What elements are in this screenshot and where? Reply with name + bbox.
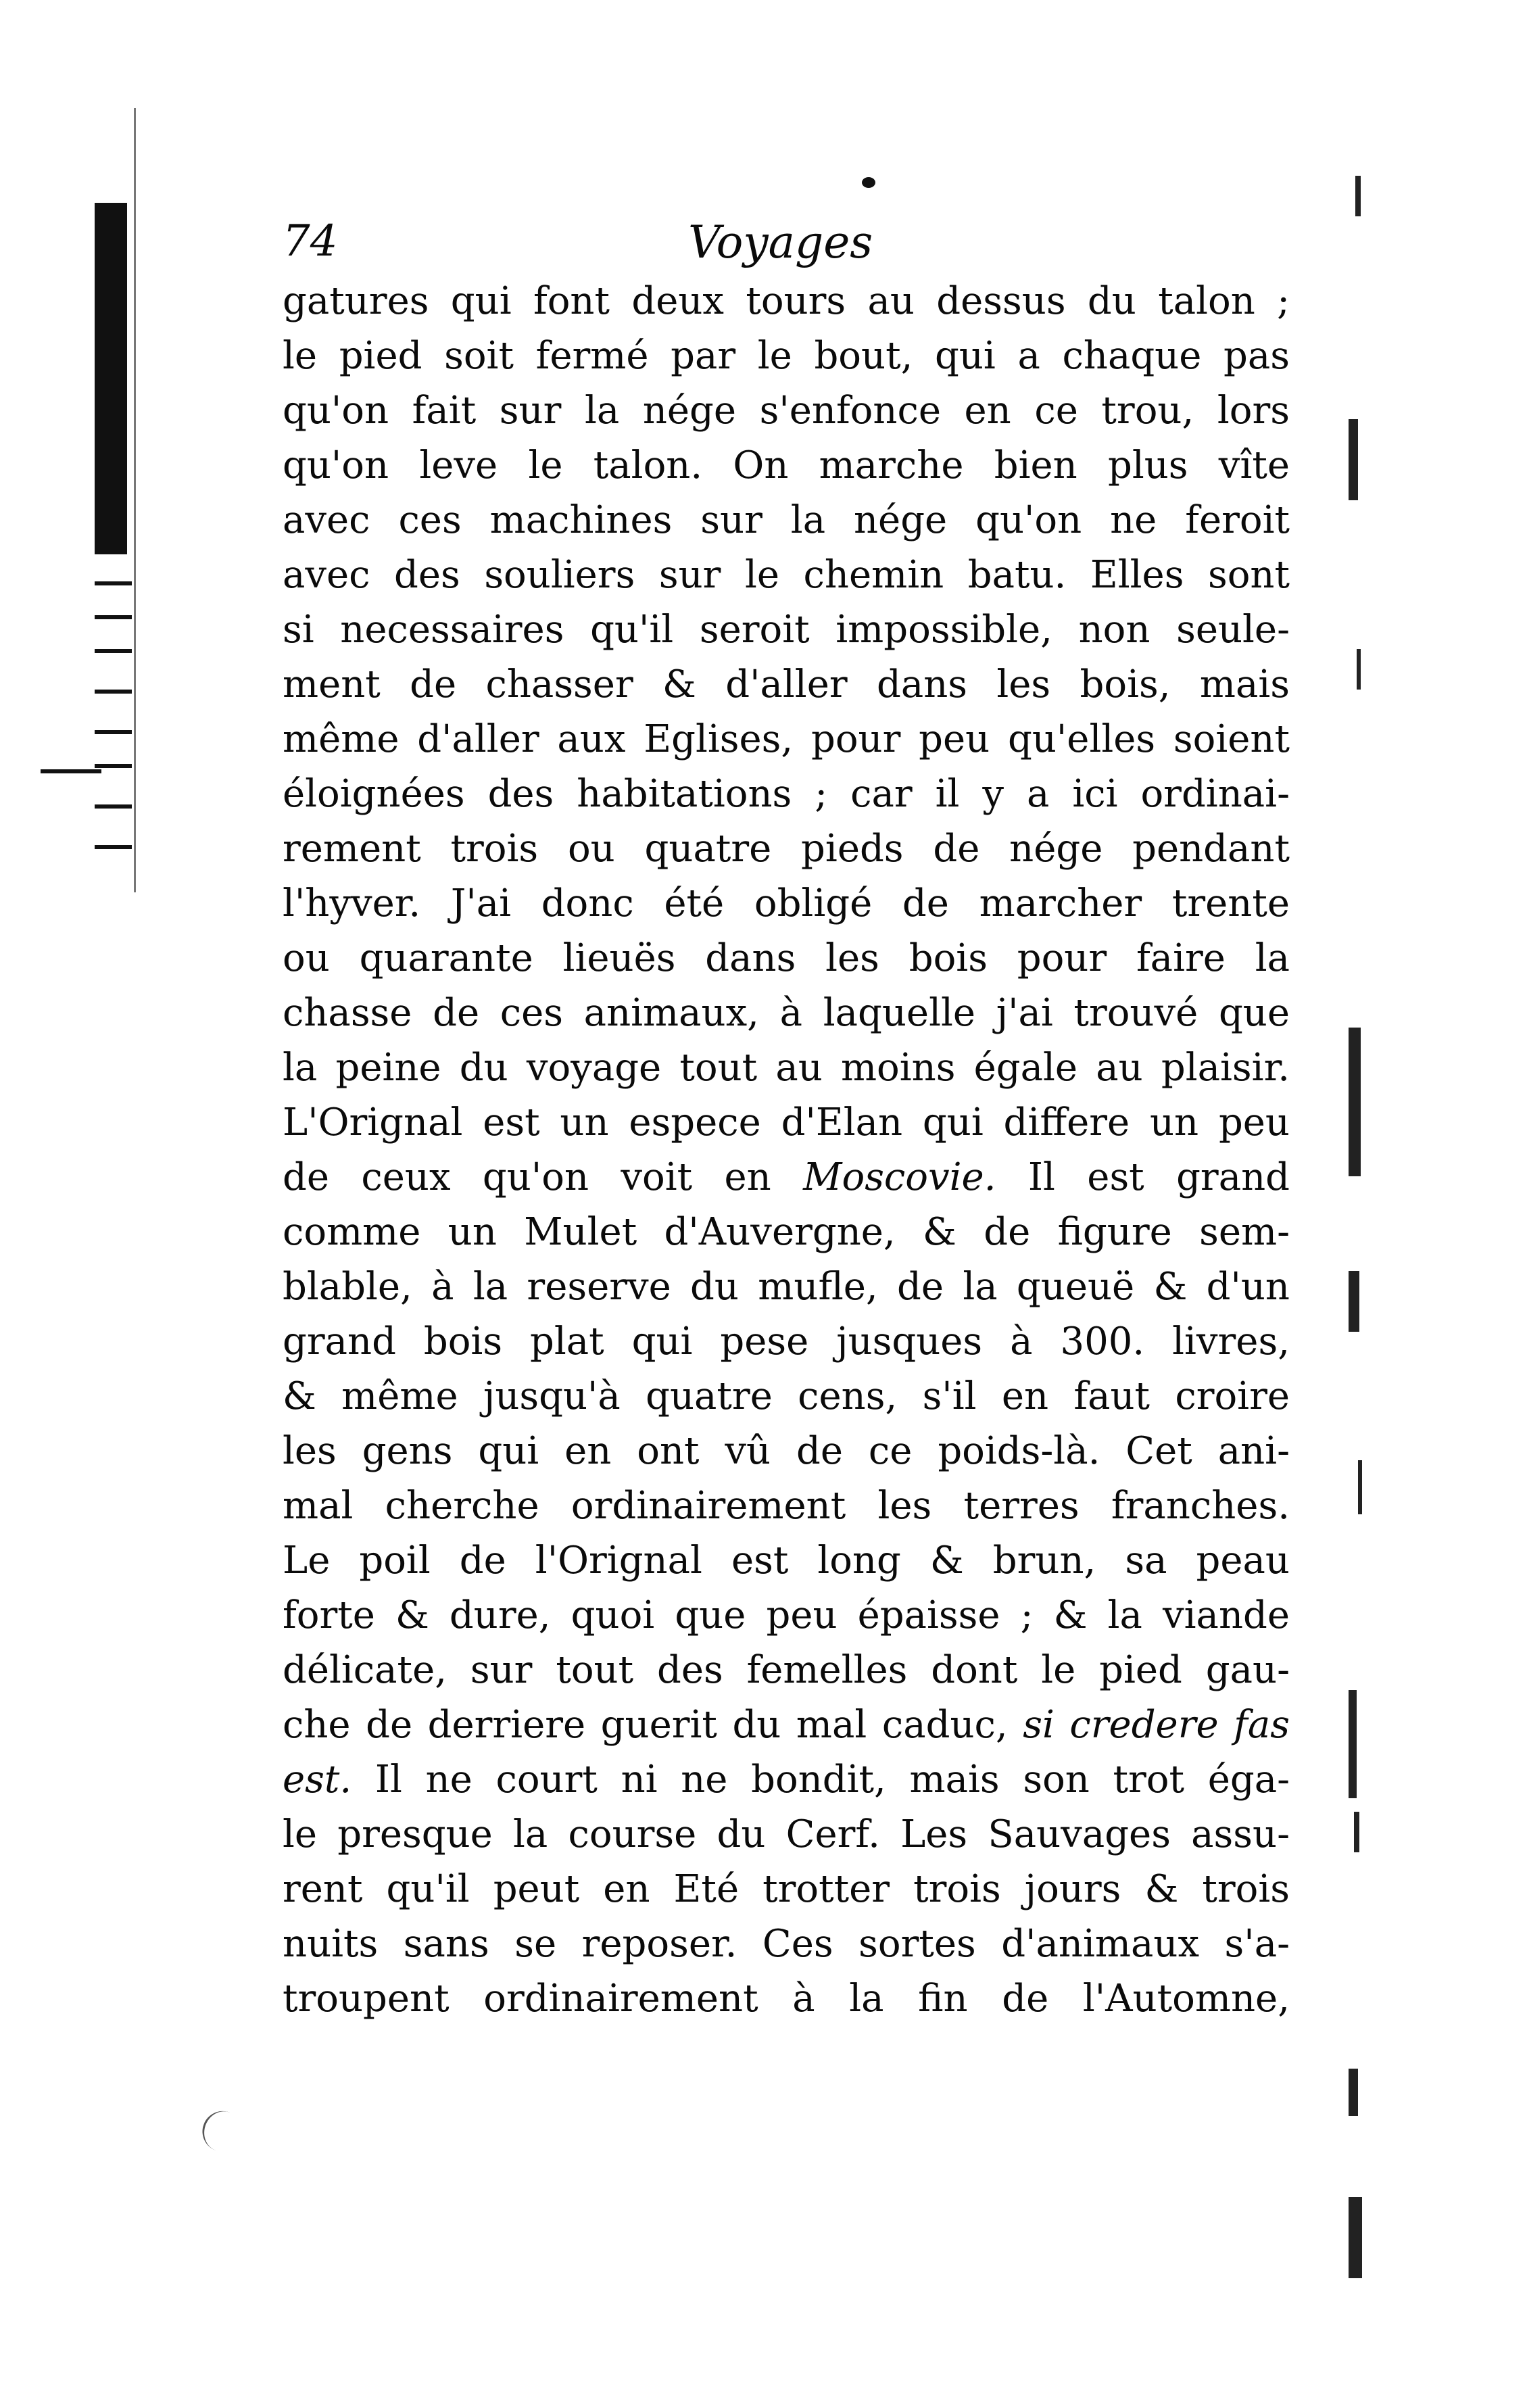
text-segment: rement trois ou quatre pieds de nége pendant: [283, 827, 1290, 871]
text-segment: le presque la course du Cerf. Les Sauvages assu-: [283, 1812, 1290, 1856]
text-segment: grand bois plat qui pese jusques à 300. livres,: [283, 1320, 1290, 1364]
text-segment: forte & dure, quoi que peu épaisse ; & la viande: [283, 1593, 1290, 1637]
text-line: [283, 931, 1290, 986]
page-number: 74: [283, 216, 338, 266]
text-segment: troupent ordinairement à la fin de l'Automne,: [283, 1977, 1290, 2021]
text-segment: avec des souliers sur le chemin batu. Elles sont: [283, 553, 1290, 597]
text-segment: rent qu'il peut en Eté trotter trois jours & trois: [283, 1867, 1290, 1911]
text-segment: même d'aller aux Eglises, pour peu qu'elles soient: [283, 717, 1290, 761]
text-line: [283, 1643, 1290, 1697]
text-segment: ment de chasser & d'aller dans les bois, mais: [283, 663, 1290, 706]
text-segment: chasse de ces animaux, à laquelle j'ai trouvé que: [283, 991, 1290, 1035]
text-segment: Le poil de l'Orignal est long & brun, sa peau: [283, 1539, 1290, 1583]
text-segment: le pied soit fermé par le bout, qui a chaque pas: [283, 334, 1290, 378]
text-segment: qu'on fait sur la nége s'enfonce en ce trou, lors: [283, 389, 1290, 433]
text-segment: Il ne court ni ne bondit, mais son trot éga-: [352, 1758, 1290, 1802]
text-line: [283, 438, 1290, 493]
left-margin-scan-artifact: [95, 203, 132, 865]
text-line: [283, 1369, 1290, 1424]
text-segment: Il est grand: [996, 1155, 1290, 1199]
text-line: [283, 1807, 1290, 1862]
text-segment: l'hyver. J'ai donc été obligé de marcher trente: [283, 882, 1290, 925]
text-line: [283, 383, 1290, 438]
left-binding-edge: [134, 108, 136, 892]
text-line: [283, 493, 1290, 548]
italic-text-segment: Moscovie.: [803, 1155, 996, 1199]
italic-text-segment: si credere fas: [1023, 1703, 1290, 1747]
text-line: [283, 602, 1290, 657]
text-segment: & même jusqu'à quatre cens, s'il en faut croire: [283, 1374, 1290, 1418]
text-line: [283, 1588, 1290, 1643]
text-line: [283, 1259, 1290, 1314]
text-line: [283, 712, 1290, 767]
text-segment: avec ces machines sur la nége qu'on ne feroit: [283, 498, 1290, 542]
text-segment: la peine du voyage tout au moins égale au plaisir.: [283, 1046, 1290, 1090]
text-segment: les gens qui en ont vû de ce poids-là. Cet ani-: [283, 1429, 1290, 1473]
text-segment: gatures qui font deux tours au dessus du talon ;: [283, 279, 1290, 323]
text-line: [283, 1314, 1290, 1369]
stray-pen-mark: [197, 2105, 238, 2153]
text-line: [283, 1478, 1290, 1533]
text-line: [283, 1971, 1290, 2026]
text-line: [283, 767, 1290, 821]
text-segment: délicate, sur tout des femelles dont le pied gau-: [283, 1648, 1290, 1692]
text-line: [283, 1752, 1290, 1807]
text-segment: si necessaires qu'il seroit impossible, non seule-: [283, 608, 1290, 652]
text-line: [283, 329, 1290, 383]
italic-text-segment: est.: [283, 1758, 352, 1802]
text-line: [283, 821, 1290, 876]
text-segment: éloignées des habitations ; car il y a ici ordinai-: [283, 772, 1290, 816]
text-line: [283, 1424, 1290, 1478]
text-line: [283, 876, 1290, 931]
text-line: [283, 1917, 1290, 1971]
text-segment: blable, à la reserve du mufle, de la queuë & d'un: [283, 1265, 1290, 1309]
text-line: [283, 274, 1290, 329]
text-segment: ou quarante lieuës dans les bois pour faire la: [283, 936, 1290, 980]
text-line: [283, 1040, 1290, 1095]
text-segment: qu'on leve le talon. On marche bien plus vîte: [283, 443, 1290, 487]
text-line: [283, 1150, 1290, 1205]
left-margin-dash: [41, 769, 101, 773]
right-margin-scan-artifact: [1349, 176, 1366, 2244]
printer-ornament-mark: [862, 177, 875, 188]
text-line: [283, 1697, 1290, 1752]
body-text: [283, 274, 1290, 2026]
text-segment: de ceux qu'on voit en: [283, 1155, 804, 1199]
text-line: [283, 1533, 1290, 1588]
text-line: [283, 986, 1290, 1040]
text-segment: che de derriere guerit du mal caduc,: [283, 1703, 1023, 1747]
text-segment: comme un Mulet d'Auvergne, & de figure sem-: [283, 1210, 1290, 1254]
text-segment: L'Orignal est un espece d'Elan qui differe un peu: [283, 1101, 1290, 1145]
text-line: [283, 1862, 1290, 1917]
text-line: [283, 657, 1290, 712]
running-title: Voyages: [688, 216, 873, 268]
text-segment: nuits sans se reposer. Ces sortes d'animaux s'a-: [283, 1922, 1290, 1966]
text-line: [283, 1205, 1290, 1259]
text-line: [283, 1095, 1290, 1150]
text-line: [283, 548, 1290, 602]
text-segment: mal cherche ordinairement les terres franches.: [283, 1484, 1290, 1528]
